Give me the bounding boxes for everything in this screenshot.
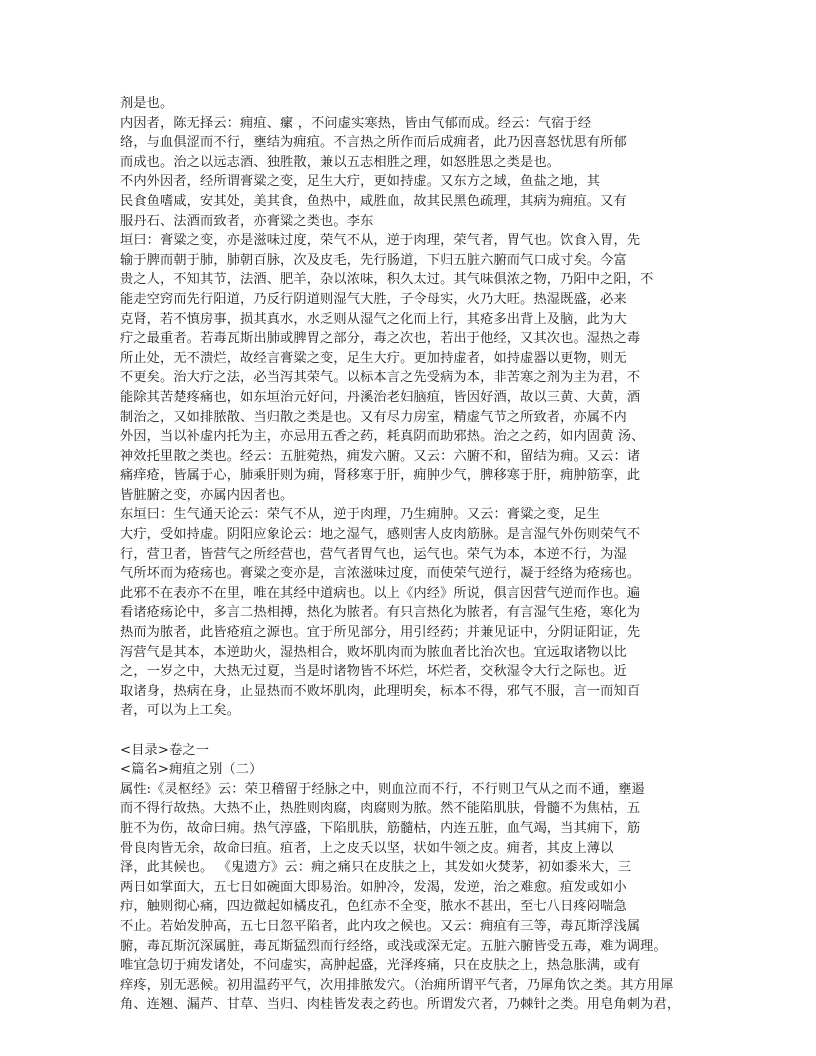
text-line: 制治之，又如排脓散、当归散之类是也。又有尽力房室，精虚气节之所致者，亦属不内 — [120, 409, 627, 425]
text-line: 此邪不在表亦不在里，唯在其经中道病也。以上《内经》所说，俱言因营气逆而作也。遍 — [120, 585, 641, 601]
text-line: 输于脾而朝于肺，肺朝百脉，次及皮毛，先行肠道，下归五脏六腑而气口成寸矣。今富 — [120, 252, 627, 268]
text-line: 热而为脓者，此皆疮疽之源也。宜于所见部分，用引经药；并兼见证中，分阴证阳证，先 — [120, 625, 641, 641]
text-line: 大疔，受如持虚。阴阳应象论云：地之湿气，感则害人皮肉筋脉。是言湿气外伤则荣气不 — [120, 527, 641, 543]
text-section-yongju-distinction — [120, 741, 696, 1015]
text-line: 看诸疮疡论中，多言二热相搏，热化为脓者。有只言热化为脓者，有言湿气生疮，寒化为 — [120, 605, 641, 621]
text-line: 剂是也。 — [120, 96, 174, 111]
text-line: 唯宜急切于痈发诸处，不问虚实，高肿起盛，光泽疼痛，只在皮肤之上，热急胀满，或有 — [120, 958, 641, 974]
text-line: 泽，此其候也。 《鬼遗方》云：痈之痛只在皮肤之上，其发如火焚茅，初如黍米大，三 — [120, 860, 632, 876]
text-line: 贵之人，不知其节，法酒、肥羊，杂以浓味，积久太过。其气味俱浓之物，乃阳中之阳，不 — [120, 272, 654, 288]
section-gap — [120, 721, 696, 741]
text-line: 痛痒疮，皆属于心，肺乘肝则为痈，肾移寒于肝，痈肿少气，脾移寒于肝，痈肿筋挛，此 — [120, 468, 641, 484]
text-line: 腑，毒瓦斯沉深属脏，毒瓦斯猛烈而行经络，或浅或深无定。五脏六腑皆受五毒，难为调理。 — [120, 938, 667, 954]
text-line: 气所坏而为疮疡也。膏粱之变亦是，言浓滋味过度，而使荣气逆行，凝于经络为疮疡也。 — [120, 566, 641, 582]
text-line: <目录>卷之一 — [120, 742, 210, 758]
text-line: 角、连翘、漏芦、甘草、当归、肉桂皆发表之药也。所谓发穴者，乃棘针之类。用皂角刺为君， — [120, 997, 681, 1013]
text-line: 不止。若始发肿高，五七日忽平陷者，此内攻之候也。又云：痈疽有三等，毒瓦斯浮浅属 — [120, 918, 641, 934]
text-line: 克肾，若不慎房事，损其真水，水乏则从湿气之化而上行，其疮多出背上及脑，此为大 — [120, 311, 627, 327]
text-line: 能走空窍而先行阳道，乃反行阴道则湿气大胜，子令母实，火乃大旺。热湿既盛，必来 — [120, 291, 627, 307]
text-line: 脏不为伤，故命曰痈。热气淳盛，下陷肌肤，筋髓枯，内连五脏，血气竭，当其痈下，筋 — [120, 820, 641, 836]
text-line: 民食鱼嗜咸，安其处，美其食，鱼热中，咸胜血，故其民黑色疏理，其病为痈疽。又有 — [120, 193, 627, 209]
text-line: 属性:《灵枢经》云：荣卫稽留于经脉之中，则血泣而不行，不行则卫气从之而不通，壅遏 — [120, 781, 645, 797]
text-line: 垣曰：膏粱之变，亦是滋味过度，荣气不从，逆于肉理，荣气者，胃气也。饮食入胃，先 — [120, 233, 641, 249]
text-line: <篇名>痈疽之别（二） — [120, 762, 263, 778]
text-line: 皆脏腑之变，亦属内因者也。 — [120, 487, 294, 503]
text-line: 而不得行故热。大热不止，热胜则肉腐，肉腐则为脓。然不能陷肌肤，骨髓不为焦枯，五 — [120, 801, 641, 817]
text-line: 不内外因者，经所谓膏粱之变，足生大疔，更如持虚。又东方之域，鱼盐之地，其 — [120, 174, 601, 190]
text-line: 不更矣。治大疔之法，必当泻其荣气。以标本言之先受病为本，非苦寒之剂为主为君，不 — [120, 370, 641, 386]
text-line: 外因，当以补虚内托为主，亦忌用五香之药，耗真阴而助邪热。治之之药，如内固黄 汤、 — [120, 429, 645, 445]
text-line: 所止处，无不溃烂，故经言膏粱之变，足生大疔。更加持虚者，如持虚器以更物，则无 — [120, 350, 627, 366]
text-line: 痒疼，别无恶候。初用温药平气，次用排脓发穴。（治痈所谓平气者，乃犀角饮之类。其方用犀 — [120, 977, 674, 993]
text-line: 疖，触则彻心痛，四边微起如橘皮孔，色红赤不全变，脓水不甚出，至七八日疼闷喘急 — [120, 899, 627, 915]
document-page — [120, 94, 696, 1015]
text-line: 东垣曰：生气通天论云：荣气不从，逆于肉理，乃生痈肿。又云：膏粱之变，足生 — [120, 507, 601, 523]
text-line: 神效托里散之类也。经云：五脏菀热，痈发六腑。又云：六腑不和，留结为痈。又云：诸 — [120, 448, 641, 464]
text-line: 内因者，陈无择云：痈疽、瘰 ，不问虚实寒热，皆由气郁而成。经云：气宿于经 — [120, 115, 592, 131]
text-line: 能除其苦楚疼痛也，如东垣治元好问，丹溪治老妇脑疽，皆因好酒，故以三黄、大黄，酒 — [120, 389, 641, 405]
text-line: 者，可以为上工矣。 — [120, 703, 241, 719]
text-line: 两日如掌面大，五七日如碗面大即易治。如肿冷，发渴，发逆，治之难愈。疽发或如小 — [120, 879, 627, 895]
text-line: 行，营卫者，皆营气之所经营也，营气者胃气也，运气也。荣气为本，本逆不行，为湿 — [120, 546, 627, 562]
text-line: 服丹石、法酒而致者，亦膏粱之类也。李东 — [120, 213, 374, 229]
text-section-causes — [120, 94, 696, 721]
text-line: 而成也。治之以远志酒、独胜散，兼以五志相胜之理，如怒胜思之类是也。 — [120, 154, 561, 170]
text-line: 疔之最重者。若毒瓦斯出肺或脾胃之部分，毒之次也，若出于他经，又其次也。湿热之毒 — [120, 331, 641, 347]
text-line: 取诸身，热病在身，止显热而不败坏肌肉，此理明矣，标本不得，邪气不服，言一而知百 — [120, 683, 641, 699]
text-line: 骨良肉皆无余，故命曰疽。疽者，上之皮夭以坚，状如牛领之皮。痈者，其皮上薄以 — [120, 840, 614, 856]
text-line: 之，一岁之中，大热无过夏，当是时诸物皆不坏烂，坏烂者，交秋湿令大行之际也。近 — [120, 664, 627, 680]
text-line: 泻营气是其本，本逆助火，湿热相合，败坏肌肉而为脓血者比治次也。宜远取诸物以比 — [120, 644, 627, 660]
text-line: 络，与血俱涩而不行，壅结为痈疽。不言热之所作而后成痈者，此乃因喜怒忧思有所郁 — [120, 135, 627, 151]
